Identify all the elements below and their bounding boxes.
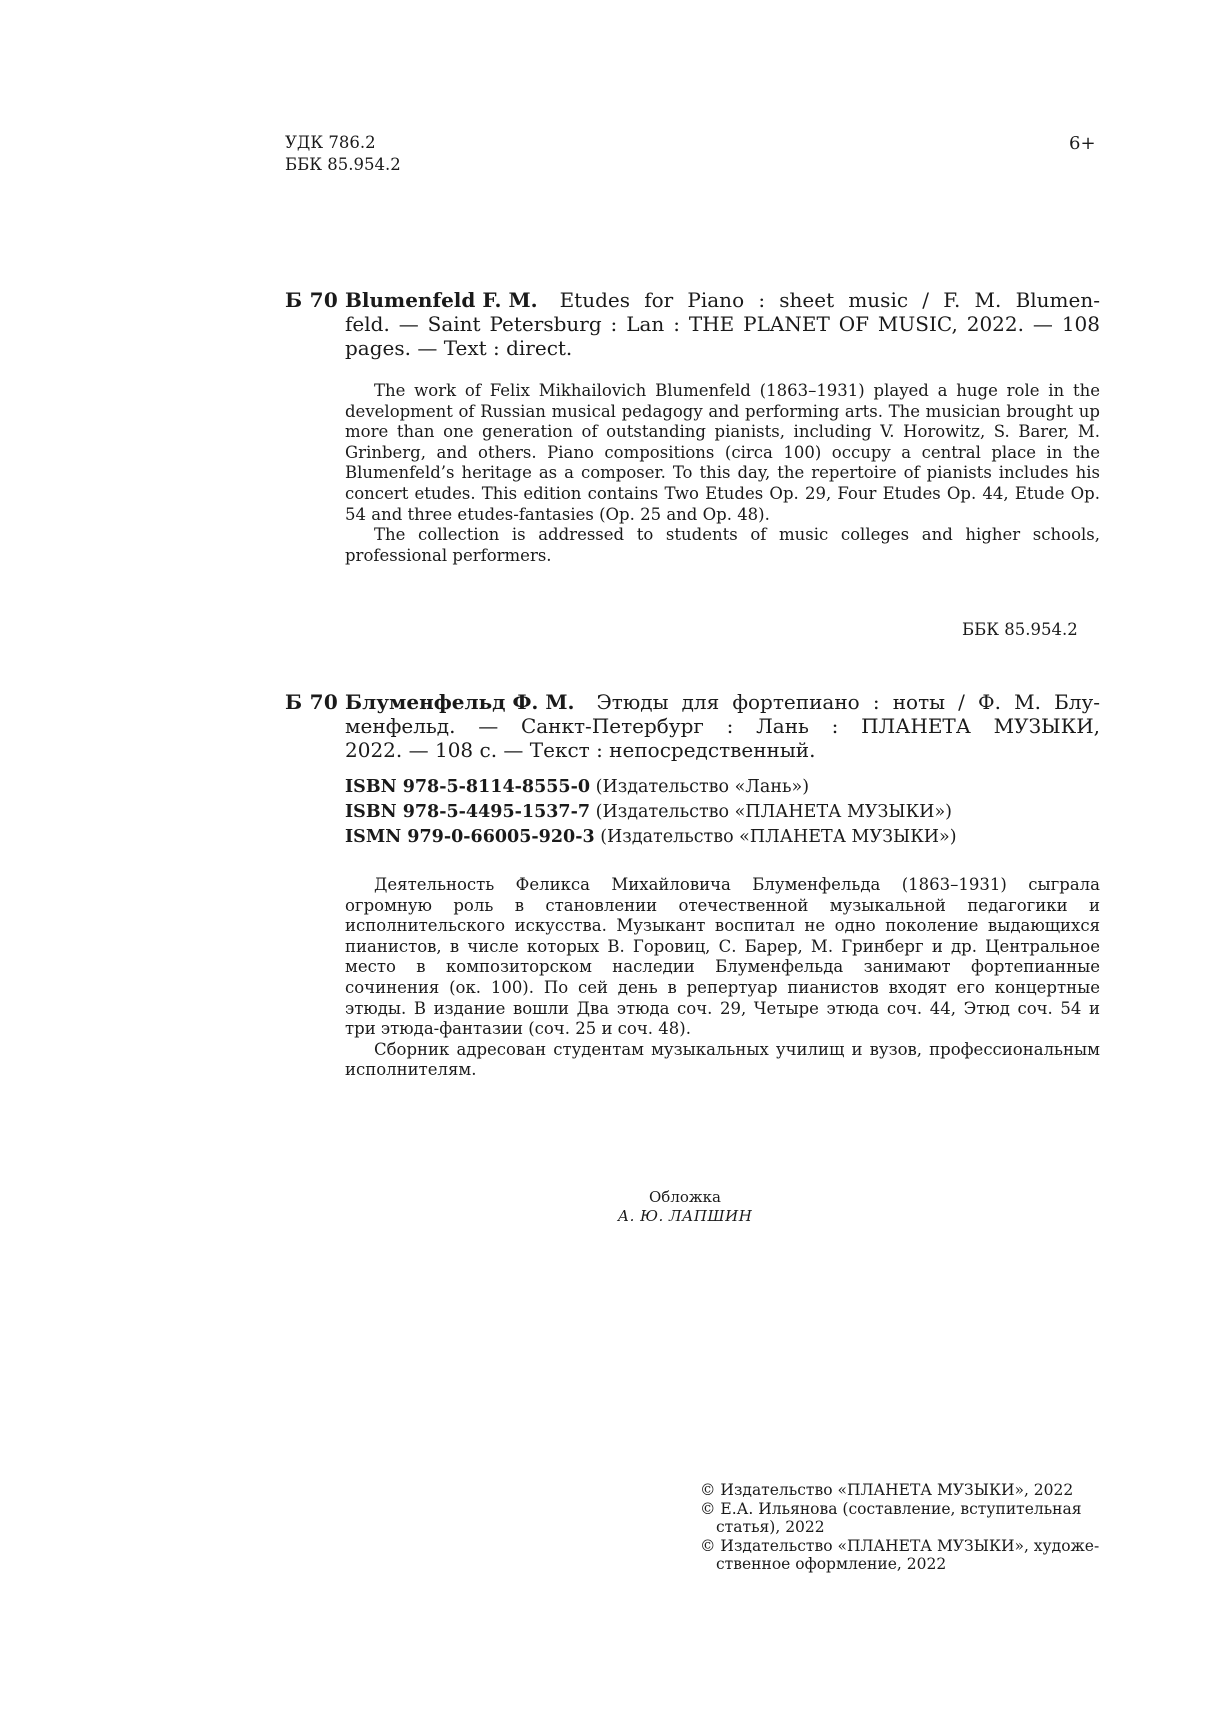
bib-line-3-ru: 2022. — 108 с. — Текст : непосредственный. bbox=[345, 738, 816, 762]
abstract-en-paragraph: The work of Felix Mikhailovich Blumenfeld (1863–1931) played a huge role in the development of Russian musical pedagogy and performing arts. The musician brought up more than one generation of outstanding pianists, including V. Horowitz, S. Barer, M. Grinberg, and others. Piano compositions (circa 100) occupy a central place in the Blumenfeld’s heritage as a composer. To this day, the repertoire of pianists includes his concert etudes. This edition contains Two Etudes Op. 29, Four Etudes Op. 44, Etude Op. 54 and three etudes-fantasies (Op. 25 and Op. 48). bbox=[345, 381, 1100, 524]
udk-code: УДК 786.2 bbox=[285, 133, 376, 152]
isbn-row bbox=[345, 800, 957, 825]
ismn-publisher: (Издательство «ПЛАНЕТА МУЗЫКИ») bbox=[600, 827, 957, 847]
author-name-en: Blumenfeld F. M. bbox=[345, 288, 538, 312]
bbk-code: ББК 85.954.2 bbox=[285, 155, 401, 174]
abstract-ru bbox=[345, 875, 1100, 1081]
title-ru: Этюды для фортепиано : ноты / Ф. М. Блу- bbox=[596, 690, 1100, 714]
ismn-number: ISMN 979-0-66005-920-3 bbox=[345, 827, 595, 847]
cover-label: Обложка bbox=[648, 1188, 721, 1206]
bib-line-2-ru: менфельд. — Санкт-Петербург : Лань : ПЛАНЕТА МУЗЫКИ, bbox=[345, 714, 1100, 738]
cover-designer: А. Ю. ЛАПШИН bbox=[617, 1207, 753, 1225]
bbk-code-footer: ББК 85.954.2 bbox=[962, 620, 1078, 639]
abstract-en bbox=[345, 381, 1100, 566]
isbn-number: ISBN 978-5-4495-1537-7 bbox=[345, 802, 591, 822]
age-rating: 6+ bbox=[1069, 133, 1096, 154]
bib-entry-en bbox=[345, 288, 1100, 312]
ismn-row bbox=[345, 825, 957, 850]
classification-codes bbox=[285, 132, 401, 176]
bib-entry-ru bbox=[345, 690, 1100, 714]
bib-line-2-en: feld. — Saint Petersburg : Lan : THE PLANET OF MUSIC, 2022. — 108 bbox=[345, 312, 1100, 336]
abstract-ru-paragraph: Деятельность Феликса Михайловича Блуменфельда (1863–1931) сыграла огромную роль в становлении отечественной музыкальной педагогики и исполнительского искусства. Музыкант воспитал не одно поколение выдающихся пианистов, в числе которых В. Горовиц, С. Барер, М. Гринберг и др. Центральное место в композиторском наследии Блуменфельда занимают фортепианные сочинения (ок. 100). По сей день в репертуар пианистов входят его концертные этюды. В издание вошли Два этюда соч. 29, Четыре этюда соч. 44, Этюд соч. 54 и три этюда-фантазии (соч. 25 и соч. 48). bbox=[345, 875, 1100, 1039]
isbn-list bbox=[345, 775, 957, 850]
author-mark-en: Б 70 bbox=[285, 288, 339, 312]
bib-line-1 bbox=[345, 288, 1100, 312]
isbn-publisher: (Издательство «ПЛАНЕТА МУЗЫКИ») bbox=[595, 802, 952, 822]
abstract-ru-paragraph: Сборник адресован студентам музыкальных училищ и вузов, профессиональным исполнителям. bbox=[345, 1039, 1100, 1080]
isbn-publisher: (Издательство «Лань») bbox=[595, 777, 810, 797]
bib-line-1-ru bbox=[345, 690, 1100, 714]
copyright-line: © Е.А. Ильянова (составление, вступительная статья), 2022 bbox=[700, 1499, 1082, 1536]
cover-credit bbox=[560, 1188, 810, 1226]
isbn-number: ISBN 978-5-8114-8555-0 bbox=[345, 777, 591, 797]
copyright-block bbox=[700, 1481, 1100, 1574]
bib-line-3-en: pages. — Text : direct. bbox=[345, 336, 573, 360]
copyright-line: © Издательство «ПЛАНЕТА МУЗЫКИ», 2022 bbox=[700, 1481, 1074, 1499]
author-mark-ru: Б 70 bbox=[285, 690, 339, 714]
author-name-ru: Блуменфельд Ф. М. bbox=[345, 690, 575, 714]
copyright-line: © Издательство «ПЛАНЕТА МУЗЫКИ», художе-ственное оформление, 2022 bbox=[700, 1536, 1100, 1573]
abstract-en-paragraph: The collection is addressed to students of music colleges and higher schools, professional performers. bbox=[345, 525, 1100, 565]
title-en: Etudes for Piano : sheet music / F. M. Blumen- bbox=[559, 288, 1100, 312]
isbn-row bbox=[345, 775, 957, 800]
